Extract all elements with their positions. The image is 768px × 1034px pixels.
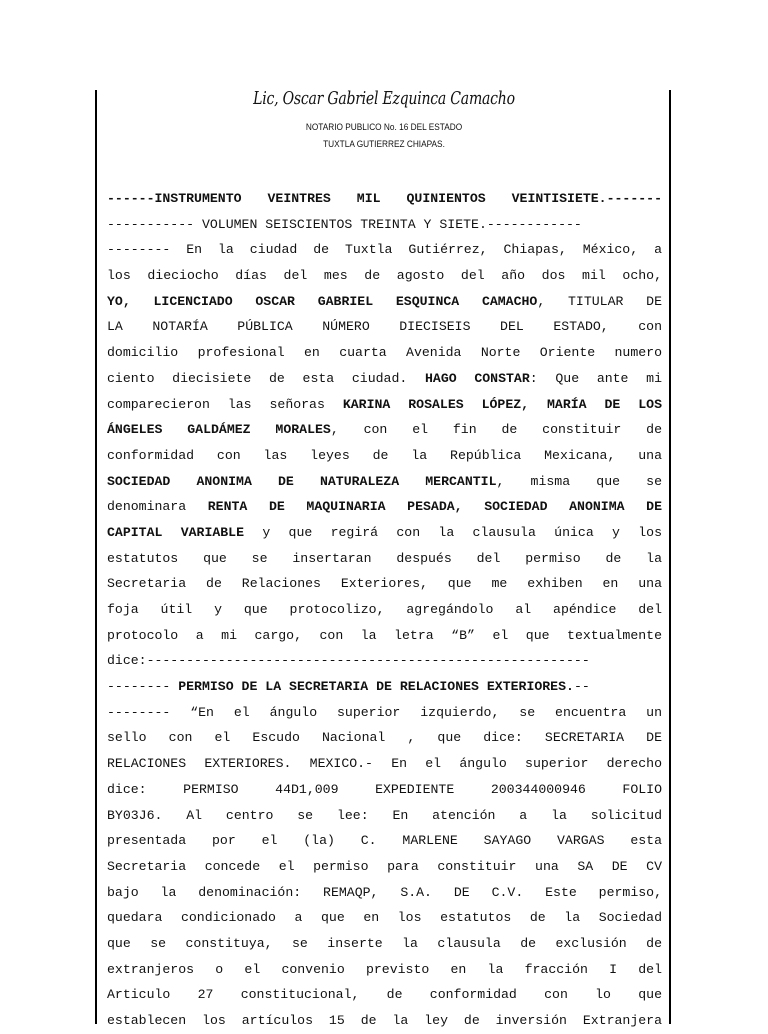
- bold-text-run: ÁNGELES GALDÁMEZ MORALES: [107, 422, 331, 438]
- text-line: [107, 289, 662, 315]
- page-border-right: [669, 90, 671, 1024]
- text-line: [107, 520, 662, 546]
- bold-text-run: PERMISO DE LA SECRETARIA DE RELACIONES EXTERIORES.: [178, 679, 574, 695]
- text-line: [107, 366, 662, 392]
- text-line: [107, 263, 662, 289]
- document-body: [107, 186, 662, 1034]
- bold-text-run: ------INSTRUMENTO VEINTRES MIL QUINIENTOS VEINTISIETE.-------: [107, 191, 662, 206]
- bold-text-run: HAGO CONSTAR: [425, 370, 530, 386]
- text-run: bajo la denominación: REMAQP, S.A. DE C.V. Este permiso,: [107, 884, 662, 900]
- text-line: [107, 982, 662, 1008]
- text-line: [107, 546, 662, 572]
- notary-title: NOTARIO PUBLICO No. 16 DEL ESTADO: [305, 122, 463, 132]
- text-run: , TITULAR DE: [537, 293, 662, 309]
- text-line: [107, 828, 662, 854]
- text-run: que se constituya, se inserte la clausula de exclusión de: [107, 935, 662, 951]
- text-line: [107, 623, 662, 649]
- notary-location: TUXTLA GUTIERREZ CHIAPAS.: [323, 139, 445, 149]
- text-run: conformidad con las leyes de la República Mexicana, una: [107, 447, 662, 463]
- text-run: : Que ante mi: [529, 370, 662, 386]
- notary-name: Lic, Oscar Gabriel Ezquinca Camacho: [253, 88, 515, 109]
- text-run: RELACIONES EXTERIORES. MEXICO.- En el ángulo superior derecho: [107, 756, 662, 772]
- text-run: Secretaria de Relaciones Exteriores, que me exhiben en una: [107, 576, 662, 592]
- page-border-left: [95, 90, 97, 1024]
- text-run: protocolo a mi cargo, con la letra “B” el que textualmente: [107, 627, 662, 643]
- text-line: [107, 494, 662, 520]
- text-run: denominara: [107, 499, 208, 515]
- text-run: quedara condicionado a que en los estatutos de la Sociedad: [107, 910, 662, 926]
- bold-text-run: KARINA ROSALES LÓPEZ, MARÍA DE LOS: [342, 396, 662, 412]
- text-line: [107, 674, 662, 700]
- text-line: [107, 803, 662, 829]
- text-run: dice:--------------------------------------------------------: [107, 653, 590, 669]
- text-run: ciento diecisiete de esta ciudad.: [107, 370, 425, 386]
- text-line: [107, 725, 662, 751]
- text-run: Articulo 27 constitucional, de conformidad con lo que: [107, 987, 662, 1003]
- text-line: [107, 186, 662, 212]
- text-run: establecen los artículos 15 de la ley de inversión Extranjera: [107, 1013, 662, 1028]
- text-run: --: [573, 679, 590, 695]
- text-line: [107, 854, 662, 880]
- text-run: , misma que se: [496, 473, 662, 489]
- bold-text-run: SOCIEDAD ANONIMA DE NATURALEZA MERCANTIL: [107, 473, 497, 489]
- text-run: LA NOTARÍA PÚBLICA NÚMERO DIECISEIS DEL ESTADO, con: [107, 319, 662, 335]
- text-run: domicilio profesional en cuarta Avenida Norte Oriente numero: [107, 345, 662, 361]
- text-run: dice: PERMISO 44D1,009 EXPEDIENTE 200344000946 FOLIO: [107, 781, 662, 797]
- text-line: [107, 880, 662, 906]
- text-run: , con el fin de constituir de: [330, 422, 662, 438]
- text-line: [107, 700, 662, 726]
- text-run: comparecieron las señoras: [107, 396, 343, 412]
- text-line: [107, 777, 662, 803]
- text-line: [107, 751, 662, 777]
- text-run: presentada por el (la) C. MARLENE SAYAGO VARGAS esta: [107, 833, 662, 849]
- text-line: [107, 417, 662, 443]
- text-line: [107, 957, 662, 983]
- text-line: [107, 597, 662, 623]
- bold-text-run: CAPITAL VARIABLE: [107, 524, 245, 540]
- text-line: [107, 237, 662, 263]
- text-line: [107, 571, 662, 597]
- text-line: [107, 1008, 662, 1034]
- text-line: [107, 212, 662, 238]
- text-line: [107, 905, 662, 931]
- text-run: extranjeros o el convenio previsto en la fracción I del: [107, 961, 662, 977]
- text-run: y que regirá con la clausula única y los: [244, 524, 662, 540]
- text-run: Secretaria concede el permiso para constituir una SA DE CV: [107, 858, 662, 874]
- text-line: [107, 314, 662, 340]
- text-run: ----------- VOLUMEN SEISCIENTOS TREINTA Y SIETE.------------: [107, 216, 582, 232]
- text-run: estatutos que se insertaran después del permiso de la: [107, 550, 662, 566]
- bold-text-run: RENTA DE MAQUINARIA PESADA, SOCIEDAD ANONIMA DE: [207, 499, 662, 515]
- text-line: [107, 340, 662, 366]
- text-run: -------- “En el ángulo superior izquierdo, se encuentra un: [107, 704, 662, 720]
- text-run: los dieciocho días del mes de agosto del año dos mil ocho,: [107, 268, 662, 284]
- text-run: sello con el Escudo Nacional , que dice: SECRETARIA DE: [107, 730, 662, 746]
- bold-text-run: YO, LICENCIADO OSCAR GABRIEL ESQUINCA CAMACHO: [107, 293, 538, 309]
- text-line: [107, 931, 662, 957]
- text-run: -------- En la ciudad de Tuxtla Gutiérrez, Chiapas, México, a: [107, 242, 662, 258]
- text-run: --------: [107, 679, 179, 695]
- text-line: [107, 648, 662, 674]
- text-line: [107, 469, 662, 495]
- text-run: foja útil y que protocolizo, agregándolo al apéndice del: [107, 602, 662, 617]
- text-line: [107, 443, 662, 469]
- text-line: [107, 392, 662, 418]
- text-run: BY03J6. Al centro se lee: En atención a la solicitud: [107, 807, 662, 823]
